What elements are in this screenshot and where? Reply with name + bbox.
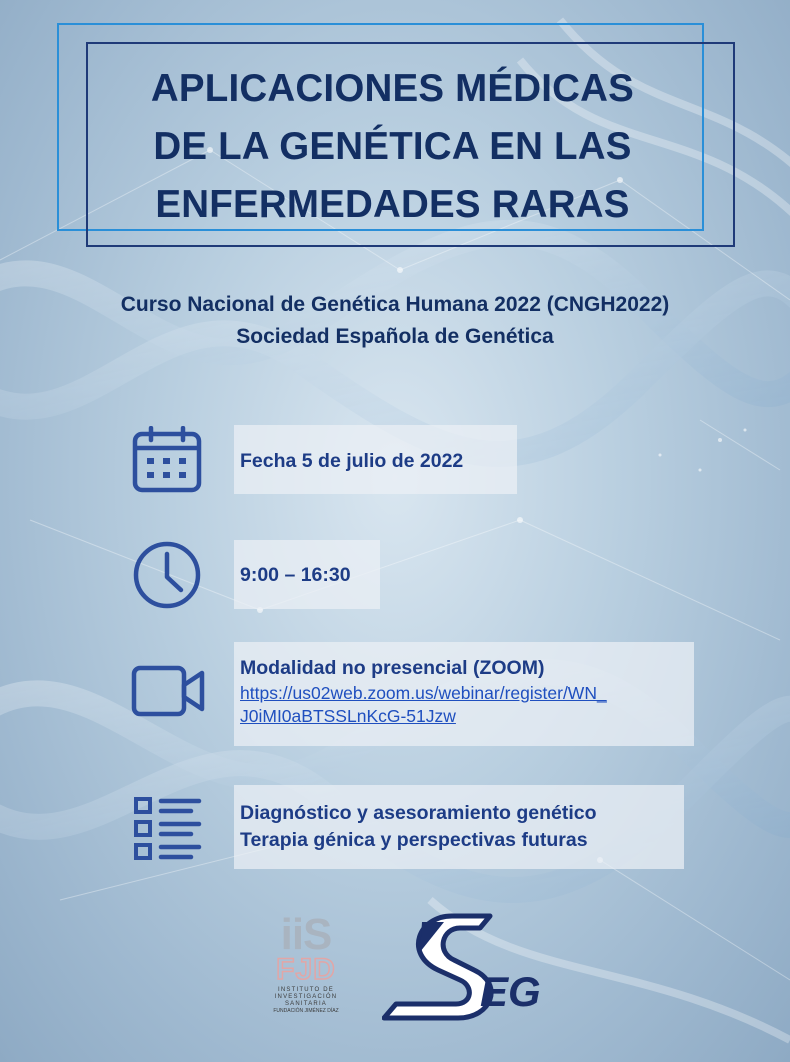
modality-text: Modalidad no presencial (ZOOM) [240,657,545,679]
iis-mark: iiS [280,910,332,959]
topic-item: Diagnóstico y asesoramiento genético [240,802,597,824]
zoom-registration-link[interactable] [240,682,688,728]
modality-box [234,642,694,746]
topics-box [234,785,684,869]
date-text: Fecha 5 de julio de 2022 [240,450,464,472]
clock-icon [132,540,202,610]
iis-fjd-logo [266,910,346,1020]
title-line: ENFERMEDADES RARAS [155,183,630,226]
checklist-icon [133,796,203,862]
iis-caption [266,987,346,1015]
seg-logo [382,912,541,1022]
course-name: Curso Nacional de Genética Humana 2022 (CNGH2022) [120,293,670,316]
poster-title [60,60,725,234]
iis-caption-line: SANITARIA [284,1001,328,1007]
link-line: https://us02web.zoom.us/webinar/register/WN_ [240,683,607,703]
time-box [234,540,380,609]
title-line: APLICACIONES MÉDICAS [150,67,635,110]
time-text: 9:00 – 16:30 [240,564,351,586]
course-subtitle [0,289,790,353]
iis-caption-line: FUNDACIÓN JIMÉNEZ DÍAZ [273,1008,339,1014]
fjd-mark: FJD [276,953,336,986]
topic-item: Terapia génica y perspectivas futuras [240,829,588,851]
title-line: DE LA GENÉTICA EN LAS [153,125,632,168]
calendar-icon [131,426,203,494]
date-box [234,425,517,494]
link-line: J0iMI0aBTSSLnKcG-51Jzw [240,706,456,726]
iis-caption-line: INSTITUTO DE [278,987,334,993]
iis-caption-line: INVESTIGACIÓN [274,994,338,1000]
video-camera-icon [131,665,205,717]
society-name: Sociedad Española de Genética [236,325,554,348]
seg-letters: EG [480,968,541,1015]
